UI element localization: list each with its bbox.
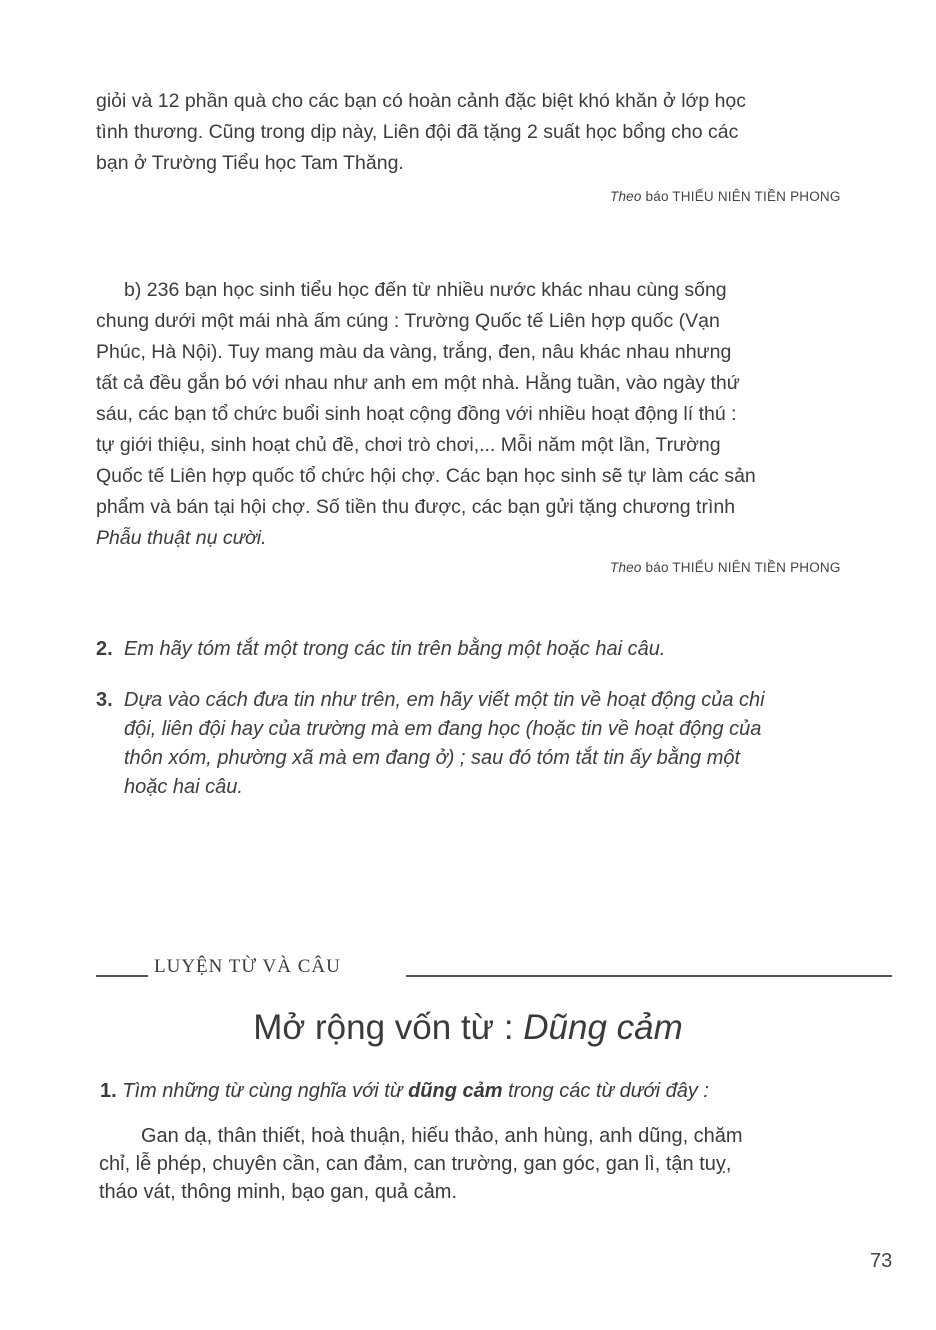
question-number: 3.	[96, 689, 113, 711]
exercise-text-before: Tìm những từ cùng nghĩa với từ	[122, 1080, 409, 1102]
question-3	[96, 686, 896, 802]
article-a-source	[610, 189, 841, 204]
word-list-line: tháo vát, thông minh, bạo gan, quả cảm.	[99, 1181, 458, 1203]
source-paper: báo THIẾU NIÊN TIỀN PHONG	[645, 189, 841, 204]
lesson-title-plain: Mở rộng vốn từ :	[253, 1008, 524, 1047]
question-line: đội, liên đội hay của trường mà em đang học (hoặc tin về hoạt động của	[124, 718, 762, 740]
source-theo: Theo	[610, 189, 642, 204]
article-a-text	[96, 86, 892, 179]
article-b-line: Quốc tế Liên hợp quốc tổ chức hội chợ. Các bạn học sinh sẽ tự làm các sản	[96, 465, 756, 487]
lesson-title-italic: Dũng cảm	[523, 1008, 683, 1047]
question-line: Dựa vào cách đưa tin như trên, em hãy viết một tin về hoạt động của chi	[124, 689, 765, 711]
article-b-line: tự giới thiệu, sinh hoạt chủ đề, chơi trò chơi,... Mỗi năm một lần, Trường	[96, 434, 721, 456]
article-b-last-line: Phẫu thuật nụ cười.	[96, 527, 267, 549]
article-b-line: chung dưới một mái nhà ấm cúng : Trường Quốc tế Liên hợp quốc (Vạn	[96, 310, 720, 332]
section-label: LUYỆN TỪ VÀ CÂU	[154, 956, 341, 977]
page-number: 73	[870, 1250, 893, 1272]
article-b-line: tất cả đều gắn bó với nhau như anh em một nhà. Hằng tuần, vào ngày thứ	[96, 372, 740, 394]
heading-rule-right	[406, 975, 892, 977]
question-line: hoặc hai câu.	[124, 776, 243, 798]
article-b-line: b) 236 bạn học sinh tiểu học đến từ nhiều nước khác nhau cùng sống	[124, 279, 727, 301]
source-paper: báo THIẾU NIÊN TIỀN PHONG	[645, 560, 841, 575]
section-heading	[96, 956, 892, 980]
article-b-source	[610, 560, 841, 575]
question-line: thôn xóm, phường xã mà em đang ở) ; sau đó tóm tắt tin ấy bằng một	[124, 747, 741, 769]
article-b-line: phẩm và bán tại hội chợ. Số tiền thu được, các bạn gửi tặng chương trình	[96, 496, 736, 518]
article-a-line: bạn ở Trường Tiểu học Tam Thăng.	[96, 152, 404, 174]
exercise-1-prompt	[100, 1080, 709, 1103]
question-number: 2.	[96, 638, 113, 660]
question-2	[96, 635, 896, 664]
question-text: Em hãy tóm tắt một trong các tin trên bằng một hoặc hai câu.	[124, 638, 666, 660]
word-list-line: Gan dạ, thân thiết, hoà thuận, hiếu thảo, anh hùng, anh dũng, chăm	[141, 1125, 743, 1147]
source-theo: Theo	[610, 560, 642, 575]
exercise-text-after: trong các từ dưới đây :	[502, 1080, 709, 1102]
article-a-line: tình thương. Cũng trong dịp này, Liên đội đã tặng 2 suất học bổng cho các	[96, 121, 739, 143]
word-list-line: chỉ, lễ phép, chuyên cần, can đảm, can trường, gan góc, gan lì, tận tuỵ,	[99, 1153, 732, 1175]
article-a-line: giỏi và 12 phần quà cho các bạn có hoàn cảnh đặc biệt khó khăn ở lớp học	[96, 90, 747, 112]
article-b-line: sáu, các bạn tổ chức buổi sinh hoạt cộng đồng với nhiều hoạt động lí thú :	[96, 403, 737, 425]
lesson-title	[0, 1008, 936, 1048]
article-b-text	[96, 275, 892, 554]
heading-rule-left	[96, 975, 148, 977]
article-b-line: Phúc, Hà Nội). Tuy mang màu da vàng, trắng, đen, nâu khác nhau nhưng	[96, 341, 732, 363]
exercise-number: 1.	[100, 1080, 117, 1102]
exercise-bold-word: dũng cảm	[408, 1080, 503, 1102]
word-list	[99, 1122, 895, 1206]
